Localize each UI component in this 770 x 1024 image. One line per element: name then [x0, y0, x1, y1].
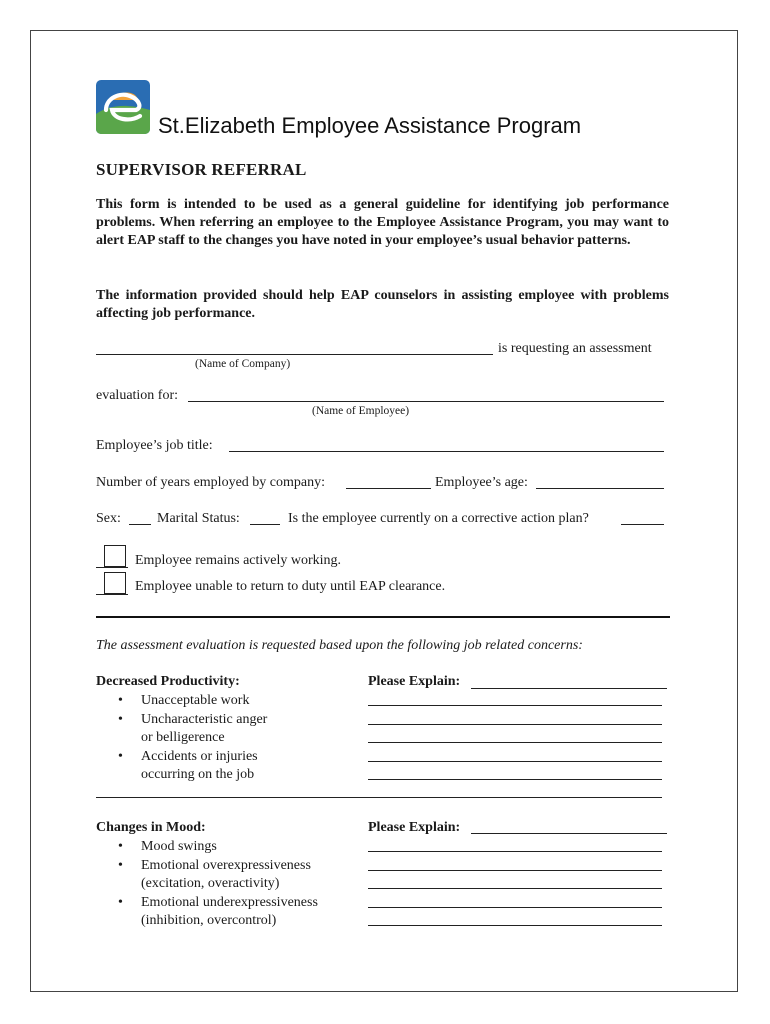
explain-field-mood[interactable] — [368, 888, 662, 889]
org-title: St.Elizabeth Employee Assistance Program — [158, 113, 582, 138]
job-title-field[interactable] — [229, 451, 664, 452]
list-item: • Unacceptable work — [96, 692, 267, 711]
explain-field-productivity[interactable] — [368, 705, 662, 706]
company-line-suffix: is requesting an assessment — [498, 341, 652, 356]
concerns-intro: The assessment evaluation is requested based upon the following job related concerns: — [96, 638, 583, 653]
section-divider — [96, 616, 670, 618]
age-field[interactable] — [536, 488, 664, 489]
intro-paragraph: This form is intended to be used as a general guideline for identifying job performance problems. When referring an employee to the Employee Assistance Program, you may want to alert EAP staff to the changes you have noted in your employee’s usual behavior patterns. — [96, 197, 669, 248]
explain-field-productivity[interactable] — [96, 797, 662, 798]
checkbox-working[interactable] — [104, 545, 126, 567]
employee-name-field[interactable] — [188, 401, 664, 402]
explain-field-productivity[interactable] — [368, 742, 662, 743]
form-title: SUPERVISOR REFERRAL — [96, 160, 307, 179]
explain-field-mood[interactable] — [368, 870, 662, 871]
corrective-field[interactable] — [621, 524, 664, 525]
explain-label-mood: Please Explain: — [368, 820, 461, 835]
list-item: • Emotional underexpressiveness (inhibition, overcontrol) — [96, 894, 318, 931]
explain-field-mood[interactable] — [368, 851, 662, 852]
employee-hint: (Name of Employee) — [312, 405, 410, 417]
checkbox-working-label: Employee remains actively working. — [135, 553, 342, 568]
marital-field[interactable] — [250, 524, 280, 525]
age-label: Employee’s age: — [435, 475, 528, 490]
company-name-field[interactable] — [96, 354, 493, 355]
productivity-list — [96, 692, 267, 785]
st-elizabeth-logo — [96, 80, 150, 134]
job-title-label: Employee’s job title: — [96, 438, 213, 453]
checkbox-underline — [96, 594, 128, 595]
explain-field-productivity[interactable] — [368, 779, 662, 780]
checkbox-unable[interactable] — [104, 572, 126, 594]
evaluation-label: evaluation for: — [96, 388, 179, 403]
marital-label: Marital Status: — [157, 511, 240, 526]
section-heading-productivity: Decreased Productivity: — [96, 674, 240, 689]
checkbox-underline — [96, 567, 128, 568]
explain-field-mood[interactable] — [471, 833, 667, 834]
checkbox-unable-label: Employee unable to return to duty until EAP clearance. — [135, 579, 446, 594]
sex-field[interactable] — [129, 524, 151, 525]
years-field[interactable] — [346, 488, 431, 489]
explain-field-productivity[interactable] — [471, 688, 667, 689]
explain-field-productivity[interactable] — [368, 724, 662, 725]
list-item: • Mood swings — [96, 838, 318, 857]
list-item: • Emotional overexpressiveness (excitation, overactivity) — [96, 857, 318, 894]
sex-label: Sex: — [96, 511, 121, 526]
explain-field-mood[interactable] — [368, 907, 662, 908]
explain-field-productivity[interactable] — [368, 761, 662, 762]
explain-field-mood[interactable] — [368, 925, 662, 926]
years-label: Number of years employed by company: — [96, 475, 325, 490]
list-item: • Accidents or injuries occurring on the job — [96, 748, 267, 785]
company-hint: (Name of Company) — [195, 358, 291, 370]
info-paragraph: The information provided should help EAP counselors in assisting employee with problems affecting job performance. — [96, 288, 669, 321]
mood-list — [96, 838, 318, 931]
corrective-label: Is the employee currently on a corrective action plan? — [288, 511, 589, 526]
list-item: • Uncharacteristic anger or belligerence — [96, 711, 267, 748]
explain-label-productivity: Please Explain: — [368, 674, 461, 689]
section-heading-mood: Changes in Mood: — [96, 820, 206, 835]
